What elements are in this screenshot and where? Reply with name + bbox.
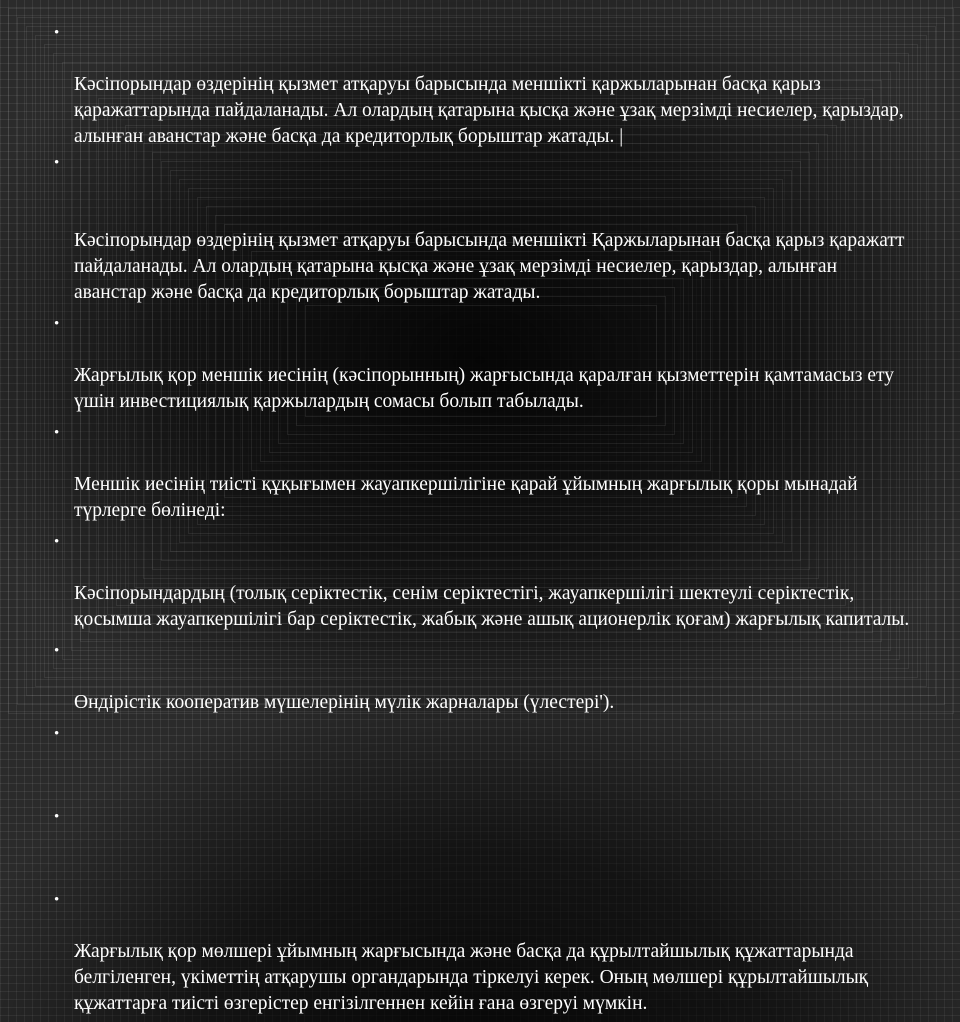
bullet-item-empty (54, 804, 914, 882)
bullet-icon: • (54, 316, 60, 332)
bullet-icon: • (54, 155, 60, 171)
bullet-text: Жарғылық қор меншік иесінің (кәсіпорынның) жарғысында қаралған қызметтерін қамтамасыз ету үшін инвестициялық қаржылардың сомасы болып табылады. (74, 365, 894, 412)
bullet-item-empty (54, 721, 914, 799)
bullet-item (54, 638, 914, 716)
bullet-text: Кәсіпорындар өздерінің қызмет атқаруы барысында меншікті Қаржыларынан басқа қарыз қаражатт пайдаланады. Ал олардың қатарына қысқа және ұзақ мерзімді несиелер, қарыздар, алынған аванстар және басқа да кредиторлық борыштар жатады. (74, 230, 905, 303)
bullet-item (54, 887, 914, 1017)
bullet-icon: • (54, 534, 60, 550)
bullet-item (54, 420, 914, 524)
bullet-icon: • (54, 809, 60, 825)
bullet-text: Кәсіпорындардың (толық серіктестік, сенім серіктестігі, жауапкершілігі шектеулі серіктестік, қосымша жауапкершілігі бар серіктестік, жабық және ашық ационерлік қоғам) жарғылық капиталы. (74, 583, 910, 630)
bullet-icon: • (54, 643, 60, 659)
bullet-icon: • (54, 25, 60, 41)
bullet-icon: • (54, 726, 60, 742)
bullet-text: Кәсіпорындар өздерінің қызмет атқаруы барысында меншікті қаржыларынан басқа қарыз қаражаттарында пайдаланады. Ал олардың қатарына қысқа және ұзақ мерзімді несиелер, қарыздар, алынған аванстар және басқа да кредиторлық борыштар жатады. | (74, 74, 904, 147)
bullet-item (54, 150, 914, 306)
bullet-list (54, 20, 914, 1022)
bullet-item (54, 311, 914, 415)
bullet-item (54, 529, 914, 633)
bullet-icon: • (54, 425, 60, 441)
bullet-text: Өндірістік кооператив мүшелерінің мүлік жарналары (үлестері'). (74, 692, 615, 713)
bullet-icon: • (54, 892, 60, 908)
bullet-text: Жарғылық қор мөлшері ұйымның жарғысында және басқа да құрылтайшылық құжаттарында белгіленген, үкіметтің атқарушы органдарында тіркелуі керек. Оның мөлшері құрылтайшылық құжаттарға тиісті өзгерістер енгізілгеннен кейін ғана өзгеруі мүмкін. (74, 941, 869, 1014)
bullet-item (54, 20, 914, 150)
bullet-text: Меншік иесінің тиісті құқығымен жауапкершілігіне қарай ұйымның жарғылық қоры мынадай түрлерге бөлінеді: (74, 474, 858, 521)
